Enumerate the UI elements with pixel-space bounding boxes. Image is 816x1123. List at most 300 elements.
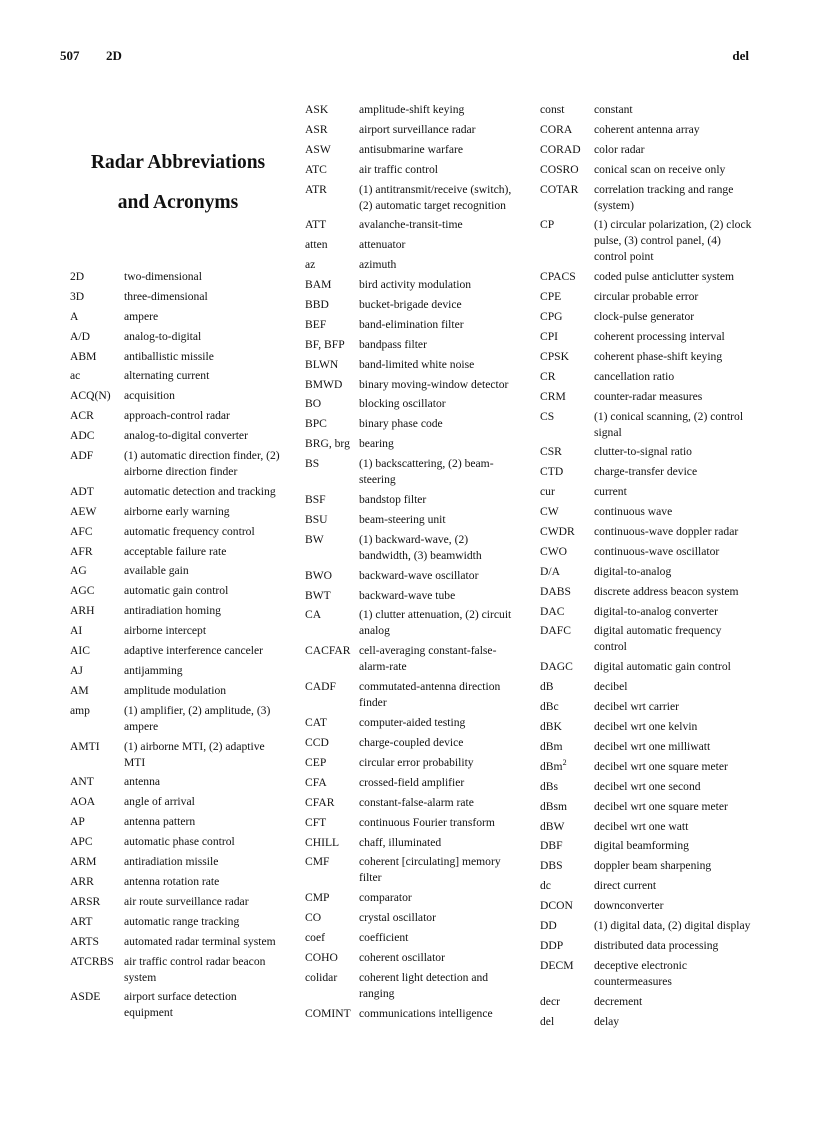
entry-definition: alternating current xyxy=(124,369,210,383)
entry-abbreviation xyxy=(540,484,594,500)
abbreviation-text: CFAR xyxy=(305,795,335,809)
entry-abbreviation xyxy=(540,838,594,854)
glossary-entry xyxy=(70,623,280,639)
entry-abbreviation xyxy=(70,703,124,735)
entry-abbreviation xyxy=(540,759,594,775)
entry-definition: decibel wrt one watt xyxy=(594,819,689,833)
entry-abbreviation xyxy=(540,389,594,405)
entry-abbreviation xyxy=(305,162,359,178)
entry-abbreviation xyxy=(305,890,359,906)
glossary-entry xyxy=(305,568,515,584)
glossary-entry xyxy=(305,715,515,731)
abbreviation-text: A xyxy=(70,309,79,323)
abbreviation-text: dBsm xyxy=(540,799,568,813)
entry-abbreviation xyxy=(70,448,124,480)
entry-abbreviation xyxy=(540,659,594,675)
abbreviation-text: AFC xyxy=(70,524,93,538)
entry-abbreviation xyxy=(70,854,124,870)
glossary-entry xyxy=(540,504,755,520)
abbreviation-text: BRG, brg xyxy=(305,437,350,451)
abbreviation-text: BSF xyxy=(305,493,326,507)
entry-abbreviation xyxy=(540,938,594,954)
entry-definition: (1) backscattering, (2) beam-steering xyxy=(359,457,494,487)
abbreviation-text: CORA xyxy=(540,122,573,136)
glossary-entry xyxy=(540,659,755,675)
entry-abbreviation xyxy=(70,329,124,345)
entry-definition: bandstop filter xyxy=(359,493,427,507)
entry-abbreviation xyxy=(305,970,359,1002)
entry-definition: beam-steering unit xyxy=(359,512,446,526)
glossary-entry xyxy=(540,739,755,755)
abbreviation-text: ACR xyxy=(70,409,94,423)
entry-abbreviation xyxy=(305,492,359,508)
entry-definition: constant xyxy=(594,103,633,116)
entry-abbreviation xyxy=(540,799,594,815)
entry-abbreviation xyxy=(305,835,359,851)
entry-abbreviation xyxy=(540,409,594,441)
entry-abbreviation xyxy=(305,357,359,373)
entry-abbreviation xyxy=(305,377,359,393)
glossary-entry xyxy=(540,122,755,138)
abbreviation-superscript: 2 xyxy=(562,757,567,767)
entry-abbreviation xyxy=(70,739,124,771)
abbreviation-text: BF, BFP xyxy=(305,337,345,351)
section-title xyxy=(60,143,296,223)
entry-abbreviation xyxy=(305,237,359,253)
glossary-entry xyxy=(540,269,755,285)
entry-definition: antisubmarine warfare xyxy=(359,142,463,156)
abbreviation-text: ASR xyxy=(305,122,328,136)
abbreviation-text: dBm xyxy=(540,759,563,773)
entry-abbreviation xyxy=(540,182,594,214)
glossary-entry xyxy=(305,297,515,313)
entry-definition: automatic gain control xyxy=(124,584,229,598)
entry-definition: blocking oscillator xyxy=(359,397,446,411)
entry-definition: band-elimination filter xyxy=(359,317,464,331)
entry-definition: decrement xyxy=(594,994,643,1008)
glossary-column-2 xyxy=(305,102,515,1026)
entry-definition: acquisition xyxy=(124,389,175,403)
entry-definition: band-limited white noise xyxy=(359,357,475,371)
entry-definition: comparator xyxy=(359,891,412,905)
entry-definition: bearing xyxy=(359,437,394,451)
entry-abbreviation xyxy=(70,794,124,810)
header-last-entry: del xyxy=(732,48,749,63)
entry-definition: decibel wrt one milliwatt xyxy=(594,739,711,753)
entry-definition: binary phase code xyxy=(359,417,443,431)
abbreviation-text: ASK xyxy=(305,103,329,116)
glossary-entry xyxy=(540,484,755,500)
abbreviation-text: BBD xyxy=(305,298,329,312)
entry-abbreviation xyxy=(305,277,359,293)
abbreviation-text: CFT xyxy=(305,815,327,829)
glossary-entry xyxy=(305,950,515,966)
glossary-entry xyxy=(540,409,755,441)
glossary-entry xyxy=(70,989,280,1021)
entry-abbreviation xyxy=(305,910,359,926)
abbreviation-text: CPACS xyxy=(540,270,576,284)
abbreviation-text: dBs xyxy=(540,779,559,793)
abbreviation-text: DBF xyxy=(540,839,563,853)
abbreviation-text: ADF xyxy=(70,449,94,463)
abbreviation-text: AOA xyxy=(70,795,96,809)
glossary-entry xyxy=(305,142,515,158)
glossary-entry xyxy=(540,102,755,118)
abbreviation-text: ARH xyxy=(70,604,95,618)
abbreviation-text: ANT xyxy=(70,775,94,789)
entry-abbreviation xyxy=(305,643,359,675)
entry-abbreviation xyxy=(540,122,594,138)
glossary-entry xyxy=(305,317,515,333)
entry-definition: crystal oscillator xyxy=(359,911,436,925)
glossary-entry xyxy=(70,368,280,384)
glossary-entry xyxy=(305,854,515,886)
entry-abbreviation xyxy=(540,739,594,755)
entry-abbreviation xyxy=(540,464,594,480)
glossary-entry xyxy=(70,794,280,810)
glossary-entry xyxy=(540,142,755,158)
glossary-entry xyxy=(305,237,515,253)
glossary-entry xyxy=(540,838,755,854)
abbreviation-text: APC xyxy=(70,835,93,849)
entry-definition: continuous wave xyxy=(594,505,673,519)
entry-abbreviation xyxy=(305,532,359,564)
entry-definition: decibel xyxy=(594,680,628,694)
entry-abbreviation xyxy=(70,289,124,305)
abbreviation-text: BSU xyxy=(305,512,328,526)
entry-abbreviation xyxy=(540,444,594,460)
entry-abbreviation xyxy=(305,607,359,639)
abbreviation-text: ARR xyxy=(70,874,94,888)
abbreviation-text: ASDE xyxy=(70,990,101,1004)
entry-definition: conical scan on receive only xyxy=(594,162,726,176)
entry-abbreviation xyxy=(540,878,594,894)
entry-definition: automatic range tracking xyxy=(124,914,240,928)
glossary-entry xyxy=(305,217,515,233)
entry-abbreviation xyxy=(70,504,124,520)
abbreviation-text: COTAR xyxy=(540,182,579,196)
entry-definition: (1) conical scanning, (2) control signal xyxy=(594,409,744,439)
abbreviation-text: CPSK xyxy=(540,349,570,363)
glossary-entry xyxy=(305,643,515,675)
entry-abbreviation xyxy=(305,755,359,771)
abbreviation-text: AG xyxy=(70,564,87,578)
glossary-entry xyxy=(70,583,280,599)
abbreviation-text: ADT xyxy=(70,484,94,498)
glossary-entry xyxy=(540,878,755,894)
entry-definition: ampere xyxy=(124,309,159,323)
glossary-entry xyxy=(305,795,515,811)
entry-abbreviation xyxy=(540,1014,594,1030)
entry-definition: coherent light detection and ranging xyxy=(359,970,489,1000)
glossary-entry xyxy=(70,428,280,444)
entry-definition: analog-to-digital converter xyxy=(124,429,248,443)
entry-abbreviation xyxy=(70,934,124,950)
glossary-entry xyxy=(540,799,755,815)
entry-definition: (1) amplifier, (2) amplitude, (3) ampere xyxy=(124,703,271,733)
abbreviation-text: ADC xyxy=(70,429,95,443)
glossary-entry xyxy=(305,377,515,393)
abbreviation-text: ABM xyxy=(70,349,97,363)
abbreviation-text: const xyxy=(540,103,565,116)
glossary-entry xyxy=(70,703,280,735)
entry-abbreviation xyxy=(70,484,124,500)
entry-abbreviation xyxy=(305,456,359,488)
entry-definition: acceptable failure rate xyxy=(124,544,227,558)
glossary-entry xyxy=(70,484,280,500)
entry-definition: decibel wrt one square meter xyxy=(594,759,728,773)
glossary-entry xyxy=(70,739,280,771)
entry-definition: antenna xyxy=(124,775,161,789)
glossary-entry xyxy=(305,890,515,906)
entry-abbreviation xyxy=(305,436,359,452)
entry-definition: (1) circular polarization, (2) clock pulse, (3) control panel, (4) control point xyxy=(594,218,752,264)
entry-abbreviation xyxy=(305,217,359,233)
glossary-entry xyxy=(540,858,755,874)
entry-abbreviation xyxy=(540,289,594,305)
glossary-entry xyxy=(305,122,515,138)
entry-definition: communications intelligence xyxy=(359,1006,493,1020)
glossary-entry xyxy=(540,699,755,715)
glossary-entry xyxy=(305,775,515,791)
entry-definition: airport surveillance radar xyxy=(359,122,476,136)
glossary-entry xyxy=(540,719,755,735)
entry-definition: automatic detection and tracking xyxy=(124,484,276,498)
entry-abbreviation xyxy=(540,898,594,914)
glossary-entry xyxy=(305,1006,515,1022)
entry-abbreviation xyxy=(305,122,359,138)
entry-definition: coded pulse anticlutter system xyxy=(594,270,735,284)
entry-definition: (1) digital data, (2) digital display xyxy=(594,918,751,932)
glossary-entry xyxy=(540,389,755,405)
abbreviation-text: az xyxy=(305,258,316,272)
entry-definition: charge-coupled device xyxy=(359,736,464,750)
entry-abbreviation xyxy=(540,918,594,934)
entry-definition: charge-transfer device xyxy=(594,465,698,479)
entry-abbreviation xyxy=(70,309,124,325)
glossary-entry xyxy=(540,679,755,695)
entry-definition: clock-pulse generator xyxy=(594,310,695,324)
entry-definition: analog-to-digital xyxy=(124,329,202,343)
entry-definition: computer-aided testing xyxy=(359,716,466,730)
entry-definition: available gain xyxy=(124,564,189,578)
entry-abbreviation xyxy=(540,162,594,178)
glossary-entry xyxy=(70,603,280,619)
entry-abbreviation xyxy=(70,603,124,619)
entry-abbreviation xyxy=(540,584,594,600)
entry-definition: (1) clutter attenuation, (2) circuit analog xyxy=(359,608,512,638)
entry-definition: decibel wrt one kelvin xyxy=(594,720,698,734)
glossary-entry xyxy=(70,524,280,540)
entry-abbreviation xyxy=(70,623,124,639)
entry-definition: automatic frequency control xyxy=(124,524,255,538)
entry-abbreviation xyxy=(70,563,124,579)
entry-abbreviation xyxy=(70,524,124,540)
entry-abbreviation xyxy=(70,663,124,679)
abbreviation-text: CHILL xyxy=(305,835,340,849)
abbreviation-text: CMF xyxy=(305,855,330,869)
glossary-entry xyxy=(305,277,515,293)
entry-abbreviation xyxy=(70,583,124,599)
abbreviation-text: COHO xyxy=(305,950,338,964)
entry-abbreviation xyxy=(70,874,124,890)
entry-definition: approach-control radar xyxy=(124,409,230,423)
abbreviation-text: BW xyxy=(305,532,324,546)
abbreviation-text: CPE xyxy=(540,290,562,304)
entry-definition: color radar xyxy=(594,142,645,156)
abbreviation-text: ATT xyxy=(305,218,327,232)
glossary-entry xyxy=(70,874,280,890)
entry-abbreviation xyxy=(305,950,359,966)
entry-definition: digital-to-analog xyxy=(594,564,672,578)
abbreviation-text: 2D xyxy=(70,270,85,283)
abbreviation-text: DCON xyxy=(540,899,573,913)
entry-definition: antiradiation missile xyxy=(124,855,219,869)
glossary-entry xyxy=(540,759,755,775)
abbreviation-text: CRM xyxy=(540,389,566,403)
entry-definition: attenuator xyxy=(359,238,406,252)
entry-definition: air traffic control radar beacon system xyxy=(124,954,266,984)
glossary-entry xyxy=(305,930,515,946)
entry-definition: decibel wrt one square meter xyxy=(594,799,728,813)
glossary-entry xyxy=(305,102,515,118)
glossary-entry xyxy=(540,898,755,914)
abbreviation-text: CA xyxy=(305,608,322,622)
entry-definition: coherent phase-shift keying xyxy=(594,349,723,363)
abbreviation-text: CSR xyxy=(540,445,562,459)
abbreviation-text: dBm xyxy=(540,739,563,753)
glossary-entry xyxy=(70,814,280,830)
entry-abbreviation xyxy=(540,217,594,265)
entry-definition: discrete address beacon system xyxy=(594,584,739,598)
glossary-entry xyxy=(70,349,280,365)
abbreviation-text: dBK xyxy=(540,720,562,734)
entry-definition: digital automatic gain control xyxy=(594,660,731,674)
entry-abbreviation xyxy=(305,1006,359,1022)
abbreviation-text: ARSR xyxy=(70,894,101,908)
glossary-entry xyxy=(70,934,280,950)
entry-definition: current xyxy=(594,485,627,499)
abbreviation-text: dc xyxy=(540,879,551,893)
entry-abbreviation xyxy=(70,408,124,424)
glossary-entry xyxy=(70,894,280,910)
entry-definition: digital-to-analog converter xyxy=(594,604,718,618)
entry-definition: air route surveillance radar xyxy=(124,894,249,908)
entry-abbreviation xyxy=(305,930,359,946)
abbreviation-text: BEF xyxy=(305,317,327,331)
entry-abbreviation xyxy=(540,504,594,520)
glossary-entry xyxy=(70,289,280,305)
entry-definition: coefficient xyxy=(359,931,409,945)
abbreviation-text: decr xyxy=(540,994,560,1008)
glossary-entry xyxy=(70,504,280,520)
entry-abbreviation xyxy=(540,329,594,345)
abbreviation-text: CADF xyxy=(305,680,336,694)
glossary-entry xyxy=(540,584,755,600)
glossary-entry xyxy=(540,819,755,835)
entry-abbreviation xyxy=(305,317,359,333)
glossary-entry xyxy=(70,544,280,560)
entry-definition: clutter-to-signal ratio xyxy=(594,445,692,459)
glossary-entry xyxy=(305,416,515,432)
entry-definition: airborne intercept xyxy=(124,624,207,638)
abbreviation-text: CPI xyxy=(540,330,559,344)
abbreviation-text: BS xyxy=(305,457,320,471)
abbreviation-text: CS xyxy=(540,409,555,423)
page-number: 507 xyxy=(60,48,80,63)
abbreviation-text: CAT xyxy=(305,716,327,730)
entry-abbreviation xyxy=(70,269,124,285)
glossary-entry xyxy=(70,329,280,345)
glossary-entry xyxy=(540,564,755,580)
entry-definition: constant-false-alarm rate xyxy=(359,795,474,809)
abbreviation-text: BPC xyxy=(305,417,327,431)
glossary-entry xyxy=(70,914,280,930)
entry-definition: correlation tracking and range (system) xyxy=(594,182,734,212)
glossary-entry xyxy=(305,436,515,452)
glossary-entry xyxy=(70,954,280,986)
entry-definition: decibel wrt carrier xyxy=(594,700,679,714)
abbreviation-text: ARM xyxy=(70,855,97,869)
glossary-entry xyxy=(540,309,755,325)
abbreviation-text: BWT xyxy=(305,588,331,602)
abbreviation-text: CEP xyxy=(305,755,327,769)
abbreviation-text: 3D xyxy=(70,289,85,303)
glossary-entry xyxy=(70,408,280,424)
abbreviation-text: AM xyxy=(70,683,89,697)
entry-definition: azimuth xyxy=(359,258,397,272)
abbreviation-text: BMWD xyxy=(305,377,343,391)
glossary-column-3 xyxy=(540,102,755,1033)
entry-definition: deceptive electronic countermeasures xyxy=(594,958,688,988)
glossary-entry xyxy=(540,938,755,954)
entry-definition: angle of arrival xyxy=(124,795,195,809)
entry-definition: airport surface detection equipment xyxy=(124,990,237,1020)
entry-definition: antiballistic missile xyxy=(124,349,214,363)
glossary-entry xyxy=(540,958,755,990)
entry-abbreviation xyxy=(305,337,359,353)
glossary-entry xyxy=(540,524,755,540)
abbreviation-text: ATC xyxy=(305,162,327,176)
entry-abbreviation xyxy=(540,994,594,1010)
glossary-entry xyxy=(70,309,280,325)
glossary-entry xyxy=(305,910,515,926)
entry-definition: cell-averaging constant-false-alarm-rate xyxy=(359,644,497,674)
glossary-entry xyxy=(540,464,755,480)
abbreviation-text: COMINT xyxy=(305,1006,351,1020)
entry-abbreviation xyxy=(305,679,359,711)
glossary-entry xyxy=(305,357,515,373)
glossary-entry xyxy=(70,388,280,404)
abbreviation-text: DABS xyxy=(540,584,571,598)
entry-abbreviation xyxy=(540,819,594,835)
entry-abbreviation xyxy=(70,349,124,365)
entry-abbreviation xyxy=(70,544,124,560)
entry-definition: decibel wrt one second xyxy=(594,779,701,793)
entry-abbreviation xyxy=(540,719,594,735)
entry-definition: antenna rotation rate xyxy=(124,874,220,888)
abbreviation-text: ATCRBS xyxy=(70,954,114,968)
glossary-entry xyxy=(540,918,755,934)
abbreviation-text: AIC xyxy=(70,644,90,658)
glossary-entry xyxy=(305,755,515,771)
glossary-entry xyxy=(540,623,755,655)
entry-abbreviation xyxy=(70,834,124,850)
abbreviation-text: DAC xyxy=(540,604,565,618)
abbreviation-text: CWO xyxy=(540,544,568,558)
abbreviation-text: AGC xyxy=(70,584,95,598)
abbreviation-text: BAM xyxy=(305,278,332,292)
